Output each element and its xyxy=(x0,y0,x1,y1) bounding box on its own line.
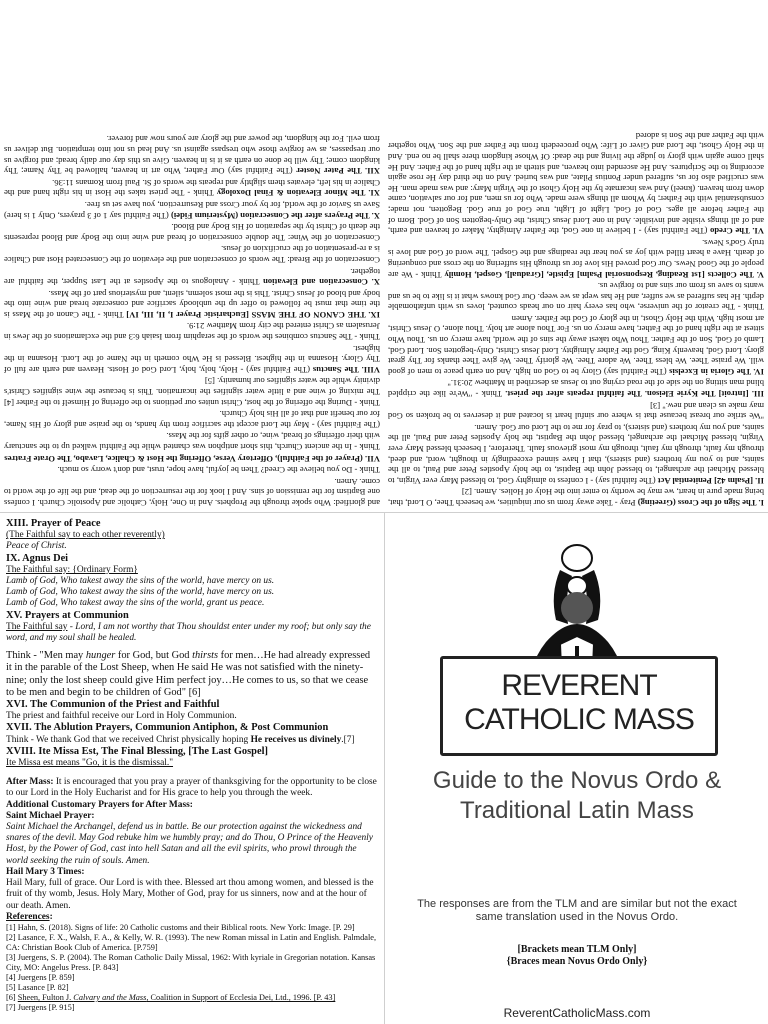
st-michael-prayer: Saint Michael the Archangel, defend us in battle. Be our protection against the wickedness and snares of the devil. May God rebuke him we humbly pray; and do Thou, O Prince of the Heavenly Host, by the Power of God, cast into hell Satan and all the evil spirits, who prowl through the world seeking the ruin of souls. Amen. xyxy=(6,822,373,866)
legend-notes xyxy=(404,944,750,968)
section-subheading: (The Faithful say to each other reverently) xyxy=(6,530,165,541)
section-text: Ite Missa est means "Go, it is the dismissal." xyxy=(6,758,174,769)
response-text: Lamb of God, Who takest away the sins of the world, have mercy on us. xyxy=(6,587,275,598)
section-heading-agnus-dei: IX. Agnus Dei xyxy=(6,552,69,564)
section-text: Think - In the ancient Church, this short antiphon was chanted while the Faithful walked up to the sanctuary with their offerings of bread, wine, or other gifts for the Mass. xyxy=(4,431,380,453)
brackets-note: [Brackets mean TLM Only] xyxy=(517,944,637,955)
braces-note: {Braces mean Novus Ordo Only} xyxy=(506,956,648,967)
mass-section xyxy=(4,177,380,198)
section-heading: X. Consecration and Elevation xyxy=(263,277,380,288)
mass-section xyxy=(388,422,764,486)
mass-section xyxy=(4,476,380,508)
cover-title: Guide to the Novus Ordo & Traditional Latin Mass xyxy=(432,767,722,824)
response-text: Lamb of God, Who takest away the sins of the world, grant us peace. xyxy=(6,598,265,609)
mass-section xyxy=(4,244,380,265)
reference-item: [5] Lasance [P. 82] xyxy=(6,982,69,992)
section-text: The priest and faithful receive our Lord in Holy Communion. xyxy=(6,711,237,722)
after-mass-note: After Mass: It is encouraged that you pray a prayer of thanksgiving for the opportunity to be close to our Lord in the Holy Eucharist and for His grace to help you through the week. xyxy=(6,777,377,799)
mass-section xyxy=(4,343,380,375)
section-text: Think - We are people of the Good News. Our God proved His love for us through His suffering on the cross and conquering of death. Have a heart filled with joy as you hear the readings and the Gospel. The word of God and love is truly God's News. xyxy=(388,237,764,280)
hail-mary-heading: Hail Mary 3 Times: xyxy=(6,866,85,877)
section-text: (The Faithful say) Glory be to God on high. And on earth peace to men of good will. We praise Thee. We bless Thee. We adore Thee. We glorify Thee. We give Thee thanks for Thy great glory. Lord God, heavenly King, God the Father Almighty. Lord Jesus Christ, Only-begotten Son. Lord God, Lamb of God, Son of the Father. Thou Who takest away the sins of the world, have mercy on us. Thou Who sittest at the right hand of the Father, have mercy on us. For Thou alone art holy. Thou alone, O Jesus Christ, art most high. With the Holy Ghost, in the glory of God the Father. Amen xyxy=(388,313,764,377)
section-heading: II. [Psalm 42] Penitential Act xyxy=(657,475,764,486)
st-michael-heading: Saint Michael Prayer: xyxy=(6,810,95,821)
upside-down-panel-right xyxy=(388,4,764,508)
mass-section xyxy=(388,400,764,421)
mass-section xyxy=(388,237,764,279)
fold-line-vertical xyxy=(384,512,385,1024)
back-panel xyxy=(6,518,378,1020)
translation-note: The responses are from the TLM and are similar but not the exact same translation used in the Novus Ordo. xyxy=(417,898,737,923)
section-text: Pray - Take away from us our iniquities, we beseech Thee, O Lord, that, being made pure in heart, we may be worthy to enter into the Holy of Holies. Amen. [2] xyxy=(388,487,764,508)
section-text: "We strike our breast because that is where our sinful heart is located and it deserves to be broken so God may make us clean and new." [3] xyxy=(388,400,764,422)
mass-section xyxy=(4,409,380,430)
mass-section xyxy=(4,266,380,287)
section-text: Think - The priest takes the Host in his right hand and the Chalice in his left, elevates them slightly and repeats the words of St. Paul from Romans 11:36. xyxy=(4,177,380,199)
reference-item: [3] Juergens, S. P. (2004). The Roman Catholic Daily Missal, 1962: With kyriale in Gregorian notation. Kansas City, MO: Angelus Press. [P. 843] xyxy=(6,952,376,972)
section-text: and glorified: Who spoke through the Prophets. And in One, Holy, Catholic and Apostolic Church. I confess one Baptism for the remission of sins. And I look for the resurrection of the dead, and the life of the world to come. Amen. xyxy=(4,476,380,508)
section-heading: VI. The Credo xyxy=(710,226,764,237)
section-heading-communion-prayers: XV. Prayers at Communion xyxy=(6,609,129,621)
reference-item: [7] Juergens [P. 915] xyxy=(6,1002,75,1012)
section-text: Think - The creator of the universe, who has every hair on our heads counted, loves us with unfathomable depth. He has suffered as we suffer, and He has wept as we weep. Our God knows what it is like to be us and wants to save us from our sins and to forgive us. xyxy=(388,281,764,313)
reference-item-6[interactable]: [6] Sheen, Fulton J. Calvary and the Mass, Coalition in Support of Ecclesia Dei, Ltd., 1996. [P. 43] xyxy=(6,992,336,1002)
section-text: Think - Do you believe the Creed? Then be joyful, have hope, trust, and don't worry so much. xyxy=(57,465,380,476)
section-text: (The Faithful say) - I believe in one God, the Father Almighty, Maker of heaven and earth, and of all things visible and invisible. And in one Lord Jesus Christ, the Only-begotten Son of God. Born of the Father before all ages. God of God, Light of Light, true God of true God. Begotten, not made; consubstantial with the Father; by Whom all things were made. Who for us men, and for our salvation, came down from heaven. (kneel) And was incarnate by the Holy Ghost of the Virgin Mary: and was made man. He was crucified also for us, suffered under Pontius Pilate, and was buried. And on the third day He rose again according to the Scriptures. And He ascended into heaven, and sitteth at the right hand of the Father. And He shall come again with glory to judge the living and the dead: Of Whose kingdom there shall be no end. And in the Holy Ghost, the Lord and Giver of Life: Who proceedeth from the Father and the Son. Who together with the Father and the Son is adored xyxy=(388,130,764,237)
section-text: Think - We thank God that we received Christ physically hoping He receives us divinely.[7] xyxy=(6,734,355,745)
mass-section xyxy=(388,130,764,236)
section-text: Consecration of the Bread: The words of consecration and the elevation of the Consecrated Host and Chalice is a re-presentation of the crucifixion of Jesus. xyxy=(4,244,380,265)
references-list xyxy=(6,923,378,1013)
communion-reflection: Think - "Men may hunger for God, but God thirsts for men…He had already expressed it in the parable of the Lost Sheep, when He said He was not satisfied with the ninety-nine; only the lost sheep could give Him perfect joy…He comes to us, so that we cease to be men and begin to be children of God" [6] xyxy=(6,650,371,698)
reference-item: [2] Lasance, F. X., Walsh, F. A., & Kelly, W. R. (1993). The new Roman missal in Latin and English. Palmdale, CA: Christian Book Club of America. [P.759] xyxy=(6,932,377,952)
section-heading: VIII. The Sanctus xyxy=(312,364,380,375)
section-heading-dismissal: XVIII. Ite Missa Est, The Final Blessing, [The Last Gospel] xyxy=(6,745,268,757)
mass-section xyxy=(4,431,380,452)
section-heading: X. The Prayers after the Consecration (Mysterium Fidei) xyxy=(170,210,380,221)
response-text: Lamb of God, Who takest away the sins of the world, have mercy on us. xyxy=(6,576,275,587)
references-heading: References: xyxy=(6,911,53,922)
website-link[interactable]: ReverentCatholicMass.com xyxy=(503,1006,651,1020)
mass-section xyxy=(4,453,380,464)
hail-mary-prayer: Hail Mary, full of grace. Our Lord is with thee. Blessed art thou among women, and blessed is the fruit of thy womb, Jesus. Holy Mary, Mother of God, pray for us sinners, now and at the hour of our death. Amen. xyxy=(6,878,374,911)
section-heading: I. The Sign of the Cross (Greeting) xyxy=(637,498,764,508)
section-text: Consecration of the Wine: The double consecration of bread and wine into the Body and Blood represents the death of Christ by the separation of His Body and Blood. xyxy=(4,222,380,243)
section-subheading: The Faithful say: {Ordinary Form} xyxy=(6,564,138,575)
reference-item: [1] Hahn, S. (2018). Signs of life: 20 Catholic customs and their Biblical roots. New York: Image. [P. 29] xyxy=(6,922,355,932)
section-text: (The faithful say) - I confess to almighty God, to blessed Mary ever Virgin, to blessed Michael the archangel, to blessed John the Baptist, to the holy Apostles Peter and Paul, to all the saints, and to you my brothers (and sisters), that I have sinned exceedingly in thought, word, and deed, through my fault, through my fault, through my most grievous fault. Therefore, I beseech blessed Mary ever Virgin, blessed Michael the archangel, blessed John the Baptist, the holy Apostles Peter and Paul, all the saints, and you my brothers (and sisters), to pray for me to the Lord our God. Amen. xyxy=(388,422,764,486)
section-heading: IV. The Gloria in Excelsis xyxy=(669,366,764,377)
section-heading: VII. (Prayer of the Faithful), Offertory Verse, Offering the Host & Chalice, Lavabo, The Orate Fratres xyxy=(4,453,380,464)
mass-section xyxy=(4,376,380,408)
section-text: Think - The Canon of the Mass is the time that must be followed to offer up the unbloody sacrifice and consecrate bread and wine into the body and blood of Jesus Christ. This is the most solemn, silent, and mysterious part of the Mass. xyxy=(4,288,380,320)
mass-section xyxy=(4,465,380,476)
response-text: Peace of Christ. xyxy=(6,541,67,552)
mass-section xyxy=(4,222,380,243)
section-text: (The Faithful say) - Holy, holy, holy, Lord God of Hosts. Heaven and earth are full of Thy Glory. Hosanna in the highest. Blessed is He Who cometh in the Name of the Lord. Hosanna in the highest. xyxy=(4,343,380,375)
mass-section xyxy=(4,199,380,220)
section-heading: XII. The Pater Noster xyxy=(296,166,380,177)
section-text: Think - The Sanctus combines the words of the seraphim from Isaiah 6:3 and the exclamations of the Jews in Jerusalem as Christ entered the city from Matthew 21:9. xyxy=(4,321,380,343)
section-heading: V. The Collects [1st Reading, Responsorial Psalm] Epistle, [Gradual], Gospel, Homily xyxy=(444,269,764,280)
section-heading: IX. THE CANON OF THE MASS [Eucharistic Prayer I, II, III, IV] xyxy=(126,309,380,320)
section-heading-ablution: XVII. The Ablution Prayers, Communion Antiphon, & Post Communion xyxy=(6,722,329,734)
mass-section xyxy=(388,378,764,399)
communion-response: The Faithful say - Lord, I am not worthy that Thou shouldst enter under my roof; but only say the word, and my soul shall be healed. xyxy=(6,621,371,644)
reference-item: [4] Juergens [P. 859] xyxy=(6,972,75,982)
mass-section xyxy=(388,281,764,313)
mass-section xyxy=(4,288,380,320)
section-text: Think - During the offering of the host, Christ unites our petitions to the offering of Himself to the Father [4] The mixing of wine and a little water signifies the incarnation. This is because the wine signifies Christ's divinity while the water signifies our humanity. [5] xyxy=(4,376,380,408)
section-text: Think - "We're like the crippled blind man sitting on the side of the road crying out to Jesus as described in Matthew 20:31." xyxy=(388,378,764,400)
mass-section xyxy=(4,321,380,342)
additional-prayers-heading: Additional Customary Prayers for After Mass: xyxy=(6,799,193,810)
section-heading-communion: XVI. The Communion of the Priest and Faithful xyxy=(6,699,220,711)
section-text: (The Faithful say) - May the Lord accept the sacrifice from thy hands, to the praise and glory of His Name, for our benefit and that of all His holy Church. xyxy=(4,409,380,430)
section-text: Think - Analogous to the Apostles at the Last Supper, the faithful are together. xyxy=(4,266,380,288)
section-heading: XI. The Minor Elevation & Final Doxology xyxy=(216,188,380,199)
mass-section xyxy=(388,313,764,377)
reverent-catholic-mass-logo: REVERENT CATHOLIC MASS xyxy=(440,656,718,756)
section-heading: III. [Introit] The Kyrie Eleison. The faithful repeats after the priest. xyxy=(505,389,764,400)
cover-panel xyxy=(392,518,762,1020)
mass-section xyxy=(4,134,380,176)
mass-section xyxy=(388,487,764,508)
section-heading-prayer-of-peace: XIII. Prayer of Peace xyxy=(6,518,101,529)
section-text: (The Faithful say 1 of 3 prayers, Only 1 is here) Save us Savior of the world, for by your Cross and Resurrection, you have set us free. xyxy=(4,199,380,221)
section-text: (The Faithful say) Our Father, Who art in heaven, hallowed be Thy Name; Thy kingdom come; Thy will be done on earth as it is in heaven. Give us this day our daily bread; and forgive us our trespasses, as we forgive those who trespass against us. And lead us not into temptation. But deliver us from evil. For the kingdom, the power and the glory are yours now and forever. xyxy=(4,134,380,177)
upside-down-panel-left xyxy=(4,4,380,508)
